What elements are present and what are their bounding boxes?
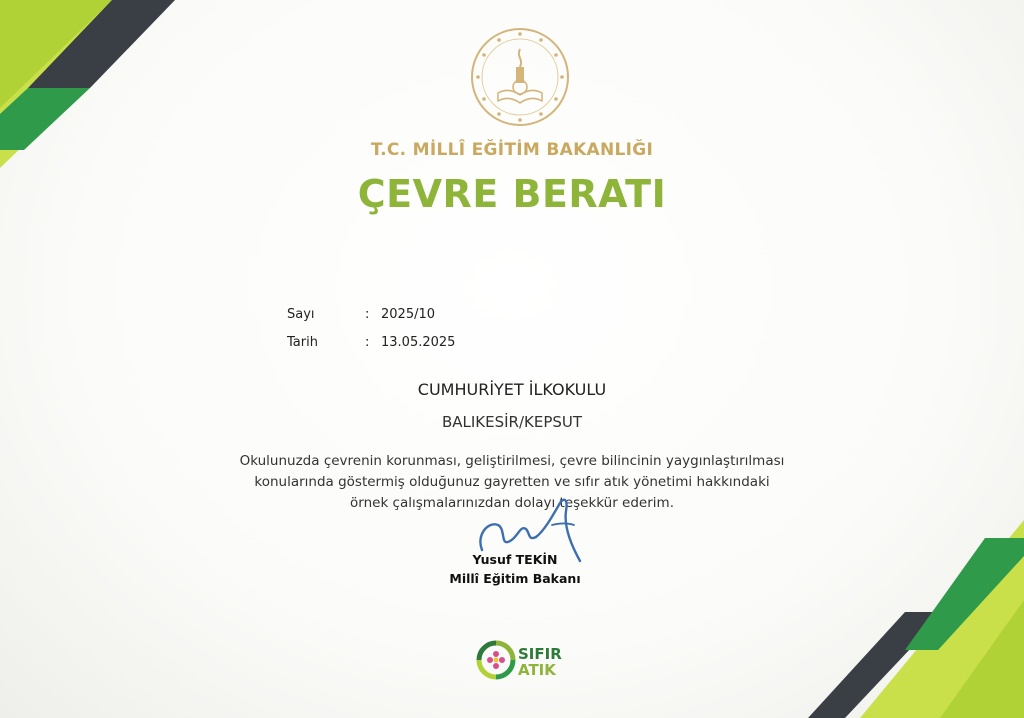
- number-value: 2025/10: [381, 307, 436, 322]
- body-line: örnek çalışmalarınızdan dolayı teşekkür ederim.: [350, 495, 674, 511]
- date-value: 13.05.2025: [381, 335, 456, 350]
- ministry-seal-icon: [470, 27, 570, 127]
- certificate-title: ÇEVRE BERATI: [357, 172, 667, 216]
- logo-text-line2: ATIK: [518, 661, 556, 679]
- logo-text-line1: SIFIR: [518, 645, 562, 663]
- school-name: CUMHURİYET İLKOKULU: [417, 380, 607, 399]
- sifir-atik-logo-icon: [476, 640, 516, 680]
- school-location: BALIKESİR/KEPSUT: [441, 413, 583, 431]
- colon: :: [365, 335, 370, 350]
- body-line: Okulunuzda çevrenin korunması, geliştirilmesi, çevre bilincinin yaygınlaştırılması: [239, 453, 785, 469]
- ministry-name: T.C. MİLLÎ EĞİTİM BAKANLIĞI: [370, 140, 654, 160]
- body-line: konularında göstermiş olduğunuz gayretten ve sıfır atık yönetimi hakkındaki: [254, 474, 770, 490]
- signer-title: Millî Eğitim Bakanı: [449, 571, 581, 586]
- date-row: [287, 335, 455, 350]
- number-label: Sayı: [287, 307, 315, 322]
- colon: :: [365, 307, 370, 322]
- number-row: [287, 307, 435, 322]
- date-label: Tarih: [287, 335, 318, 350]
- signer-name: Yusuf TEKİN: [472, 552, 558, 567]
